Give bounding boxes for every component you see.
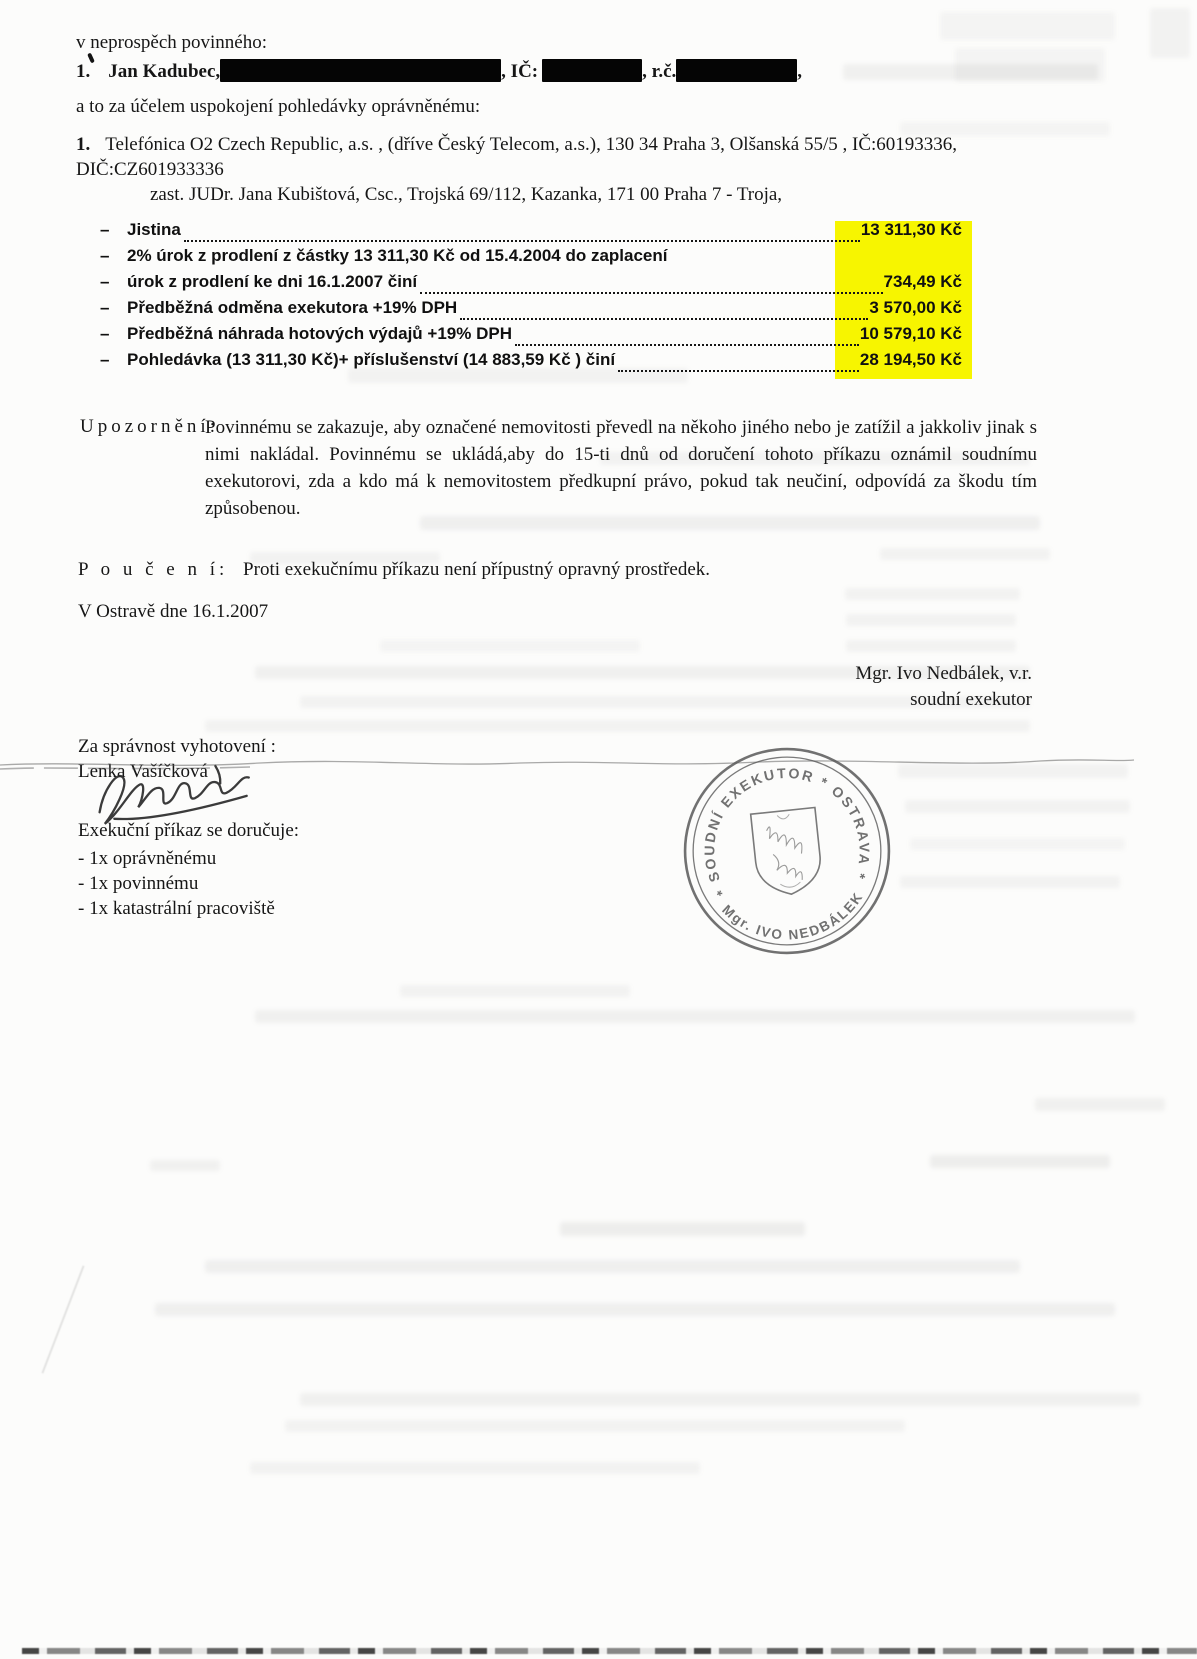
bleed-through-smudge [380, 640, 640, 652]
bleed-through-smudge [846, 614, 1016, 626]
distribution-item: - 1x katastrální pracoviště [78, 898, 275, 919]
claims-list [100, 220, 971, 376]
bleed-through-smudge [150, 1160, 220, 1171]
redaction-bar [220, 59, 501, 82]
creditor-line-1 [76, 132, 957, 157]
warning-text: Povinnému se zakazuje, aby označené nemovitosti převedl na někoho jiného nebo je zatížil a jakkoliv jinak s nimi nakládal. Povinnému se ukládá,aby do 15-ti dnů od doručení tohoto příkazu oznámil soudnímu exekutorovi, zda a kdo má k nemovitostem předkupní právo, pokud tak neučiní, odpovídá za škodu tím způsobenou. [205, 417, 1037, 519]
creditor-line-2: DIČ:CZ601933336 [76, 159, 224, 180]
creditor-text: Telefónica O2 Czech Republic, a.s. , (dříve Český Telecom, a.s.), 130 34 Praha 3, Olšanská 55/5 , IČ:60193336, [105, 134, 958, 155]
ic-label: , IČ: [501, 61, 539, 82]
claim-amount: 3 570,00 Kč [869, 298, 962, 317]
claim-amount: 734,49 Kč [883, 272, 962, 291]
paper-crease [0, 752, 1140, 776]
distribution-item: - 1x povinnému [78, 873, 199, 894]
executor-name: Mgr. Ivo Nedbálek, v.r. [855, 663, 1032, 684]
bleed-through-smudge [843, 64, 1098, 80]
bleed-through-smudge [1035, 1098, 1165, 1111]
claim-row [100, 350, 971, 376]
claim-amount: 13 311,30 Kč [860, 220, 962, 239]
list-dash: – [100, 350, 110, 369]
stamp-ring-text-bottom: Mgr. IVO NEDBÁLEK [719, 889, 867, 943]
certifier-name: Lenka Vašíčková [78, 761, 208, 782]
bleed-through-smudge [300, 1393, 1140, 1406]
bleed-through-smudge [205, 1260, 1020, 1273]
debtor-number: 1. [76, 61, 91, 82]
claim-row [100, 298, 971, 324]
certification-line: Za správnost vyhotovení : [78, 736, 276, 757]
advisory-line [78, 557, 710, 582]
redaction-bar [542, 59, 642, 82]
claim-label: Předběžná odměna exekutora +19% DPH [127, 298, 458, 317]
bleed-through-smudge [900, 876, 1120, 888]
bleed-through-smudge [940, 12, 1115, 40]
warning-label: Upozornění: [80, 416, 219, 437]
svg-text:* SOUDNÍ EXEKUTOR * OSTRAVA * [693, 756, 877, 899]
claim-label: úrok z prodlení ke dni 16.1.2007 činí [127, 272, 418, 291]
rc-label: , r.č. [642, 61, 677, 82]
claim-label: Jistina [127, 220, 181, 239]
dotted-leader [184, 240, 860, 242]
creditor-line-3: zast. JUDr. Jana Kubištová, Csc., Trojská 69/112, Kazanka, 171 00 Praha 7 - Troja, [150, 184, 783, 205]
redaction-bar [676, 59, 797, 82]
claim-row [100, 324, 971, 350]
bleed-through-smudge [250, 1462, 700, 1474]
advisory-label: P o u č e n í: [78, 559, 229, 580]
claim-label: 2% úrok z prodlení z částky 13 311,30 Kč od 15.4.2004 do zaplacení [127, 246, 668, 265]
bleed-through-smudge [845, 588, 1020, 600]
distribution-item: - 1x oprávněnému [78, 848, 217, 869]
executor-role: soudní exekutor [910, 689, 1032, 710]
svg-text:Mgr. IVO NEDBÁLEK [718, 888, 870, 950]
bleed-through-smudge [1150, 8, 1190, 58]
debtor-name: Jan Kadubec, [108, 61, 221, 82]
executor-signature-block [855, 661, 1032, 713]
claim-amount: 10 579,10 Kč [859, 324, 962, 343]
place-date: V Ostravě dne 16.1.2007 [78, 601, 269, 622]
dotted-leader [460, 318, 868, 320]
distribution-title: Exekuční příkaz se doručuje: [78, 820, 300, 841]
claim-row [100, 246, 971, 272]
scan-artifact-crease [41, 1265, 84, 1373]
dotted-leader [515, 344, 859, 346]
distribution-block [78, 818, 299, 921]
bleed-through-smudge [205, 720, 1030, 732]
bleed-through-smudge [846, 640, 1016, 652]
claim-label: Pohledávka (13 311,30 Kč)+ příslušenství (14 883,59 Kč ) činí [127, 350, 616, 369]
bleed-through-smudge [955, 48, 1105, 82]
bleed-through-smudge [910, 838, 1125, 850]
claim-row [100, 220, 971, 246]
list-dash: – [100, 246, 110, 265]
intro-line: v neprospěch povinného: [76, 32, 268, 53]
list-dash: – [100, 298, 110, 317]
list-dash: – [100, 272, 110, 291]
dotted-leader [618, 370, 859, 372]
creditor-number: 1. [76, 134, 91, 155]
claim-label: Předběžná náhrada hotových výdajů +19% DPH [127, 324, 512, 343]
stamp-coat-of-arms [751, 807, 824, 897]
bleed-through-smudge [560, 1222, 805, 1236]
debtor-line [76, 59, 802, 84]
list-dash: – [100, 220, 110, 239]
list-dash: – [100, 324, 110, 343]
advisory-text: Proti exekučnímu příkazu není přípustný opravný prostředek. [243, 559, 711, 580]
bleed-through-smudge [930, 1155, 1110, 1168]
trailing-comma: , [797, 61, 802, 82]
bleed-through-smudge [285, 1420, 905, 1432]
scan-edge-artifact [22, 1648, 1197, 1654]
bleed-through-smudge [400, 985, 630, 997]
bleed-through-smudge [255, 1010, 1135, 1023]
bleed-through-smudge [155, 1303, 1115, 1316]
bleed-through-smudge [905, 800, 1130, 813]
bleed-through-smudge [880, 548, 1050, 560]
purpose-line: a to za účelem uspokojení pohledávky oprávněnému: [76, 96, 481, 117]
claim-row [100, 272, 971, 298]
dotted-leader [420, 292, 883, 294]
stamp-ring-text-top: * SOUDNÍ EXEKUTOR * OSTRAVA * [701, 764, 873, 899]
claim-amount: 28 194,50 Kč [859, 350, 962, 369]
